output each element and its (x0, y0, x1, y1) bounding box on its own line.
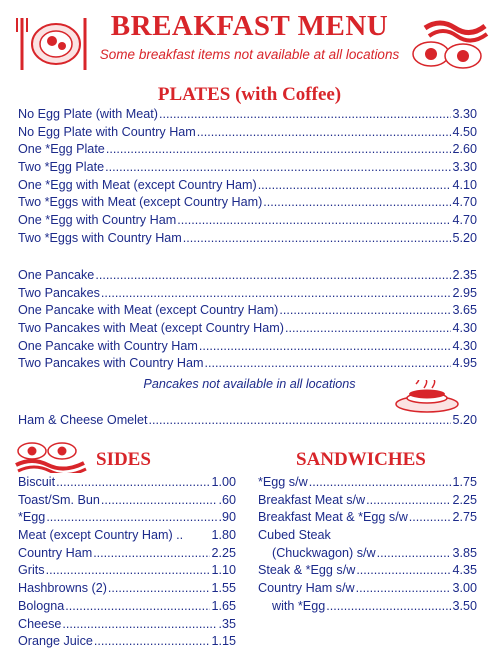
list-item: No Egg Plate with Country Ham ..... 4.50 (18, 125, 477, 143)
list-item: Breakfast Meat s/w ..... 2.25 (258, 493, 477, 511)
list-item: Two *Egg Plate ..... 3.30 (18, 160, 477, 178)
sandwiches-heading: SANDWICHES (296, 449, 426, 470)
list-item: No Egg Plate (with Meat) ..... 3.30 (18, 107, 477, 125)
list-item: with *Egg ..... 3.50 (258, 599, 477, 617)
list-item: Two Pancakes with Country Ham ..... 4.95 (18, 356, 477, 374)
list-item: Bologna ..... 1.65 (18, 599, 236, 617)
list-item: Hashbrowns (2) ..... 1.55 (18, 581, 236, 599)
list-item: One *Egg with Country Ham ..... 4.70 (18, 213, 477, 231)
list-item: *Egg ..... .90 (18, 510, 236, 528)
list-item: Country Ham s/w ..... 3.00 (258, 581, 477, 599)
list-item: One *Egg with Meat (except Country Ham) ..... 4.10 (18, 178, 477, 196)
pancakes-plate-icon (394, 380, 460, 414)
list-item: Meat (except Country Ham) .. 1.80 (18, 528, 236, 543)
menu-subtitle: Some breakfast items not available at all locations (99, 47, 400, 62)
list-item: One Pancake with Country Ham ..... 4.30 (18, 339, 477, 357)
list-item: (Chuckwagon) s/w ..... 3.85 (258, 546, 477, 564)
plates-heading: PLATES (with Coffee) (157, 84, 342, 105)
list-item: One Pancake with Meat (except Country Ham) ..... 3.65 (18, 303, 477, 321)
list-item: Steak & *Egg s/w ..... 4.35 (258, 563, 477, 581)
list-item: Two *Eggs with Meat (except Country Ham) ..... 4.70 (18, 195, 477, 213)
list-item: Two *Eggs with Country Ham ..... 5.20 (18, 231, 477, 249)
list-item: *Egg s/w ..... 1.75 (258, 475, 477, 493)
omelet-list (18, 413, 477, 431)
plates-pancake-list (18, 268, 477, 374)
list-item: Grits ..... 1.10 (18, 563, 236, 581)
plates-egg-list (18, 107, 477, 249)
list-item: Biscuit ..... 1.00 (18, 475, 236, 493)
menu-title: BREAKFAST MENU (110, 10, 389, 42)
list-item: Orange Juice ..... 1.15 (18, 634, 236, 652)
sides-list (18, 475, 236, 652)
sides-heading: SIDES (96, 449, 151, 470)
sandwiches-list (258, 475, 477, 617)
list-item: Cubed Steak (258, 528, 331, 543)
list-item: One Pancake ..... 2.35 (18, 268, 477, 286)
list-item: Toast/Sm. Bun ..... .60 (18, 493, 236, 511)
list-item: Country Ham ..... 2.25 (18, 546, 236, 564)
list-item: Ham & Cheese Omelet ..... 5.20 (18, 413, 477, 431)
list-item: Breakfast Meat & *Egg s/w ..... 2.75 (258, 510, 477, 528)
list-item: Two Pancakes ..... 2.95 (18, 286, 477, 304)
sides-eggs-bacon-icon (12, 441, 88, 473)
pancake-availability-note: Pancakes not available in all locations (143, 377, 356, 391)
list-item: One *Egg Plate ..... 2.60 (18, 142, 477, 160)
list-item: Two Pancakes with Meat (except Country Ham) ..... 4.30 (18, 321, 477, 339)
list-item: Cheese ..... .35 (18, 617, 236, 635)
